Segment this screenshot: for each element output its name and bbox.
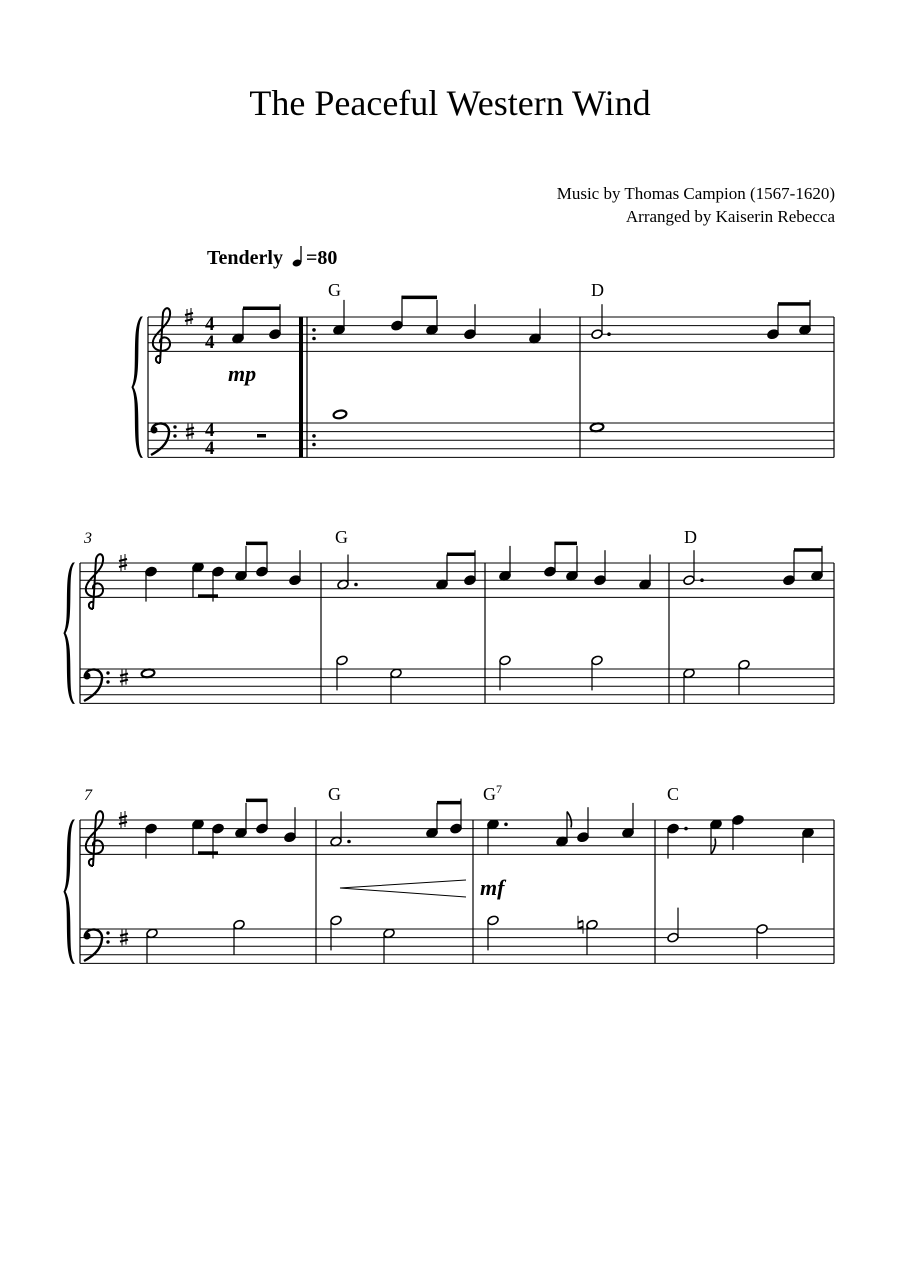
notehead xyxy=(269,329,281,340)
beam xyxy=(243,307,280,311)
bass-clef-icon xyxy=(106,671,109,674)
crescendo-hairpin xyxy=(340,880,466,897)
notehead xyxy=(141,668,155,678)
beam xyxy=(794,548,822,552)
notehead xyxy=(591,655,603,666)
notehead xyxy=(499,655,511,666)
notehead xyxy=(591,329,603,340)
sharp-stroke xyxy=(120,680,128,682)
beam xyxy=(246,542,267,546)
bass-clef-icon xyxy=(106,680,109,683)
chord-symbol: G xyxy=(328,784,341,804)
beam xyxy=(437,801,461,805)
notehead xyxy=(391,320,403,331)
augmentation-dot xyxy=(347,840,351,844)
notehead xyxy=(256,566,268,577)
dynamic-marking: mp xyxy=(228,361,257,386)
chord-symbol xyxy=(483,782,502,804)
augmentation-dot xyxy=(607,332,611,336)
notehead xyxy=(544,566,556,577)
composer-credit: Music by Thomas Campion (1567-1620) xyxy=(556,184,835,203)
beam xyxy=(198,851,218,855)
notehead xyxy=(336,655,348,666)
bass-clef-icon xyxy=(173,425,176,428)
tempo-bpm: =80 xyxy=(305,247,338,269)
score-title: The Peaceful Western Wind xyxy=(249,83,651,123)
sharp-stroke xyxy=(119,565,127,567)
notehead xyxy=(333,410,347,420)
sharp-stroke xyxy=(185,319,193,321)
sharp-stroke xyxy=(119,559,127,561)
tempo-text: Tenderly xyxy=(207,247,283,269)
brace xyxy=(64,820,74,963)
time-signature-bottom: 4 xyxy=(205,438,215,459)
beam xyxy=(402,296,437,300)
time-signature-bottom: 4 xyxy=(205,332,215,353)
notehead xyxy=(667,823,679,834)
sharp-stroke xyxy=(120,674,128,676)
measure-number: 7 xyxy=(84,787,92,804)
notehead xyxy=(145,566,157,577)
bass-clef-icon xyxy=(106,931,109,934)
notehead xyxy=(783,575,795,586)
notehead xyxy=(450,823,462,834)
repeat-dot xyxy=(312,443,316,447)
augmentation-dot xyxy=(354,583,358,587)
beam xyxy=(198,594,218,598)
brace xyxy=(64,563,74,703)
sharp-stroke xyxy=(119,816,127,818)
notehead xyxy=(577,832,589,843)
beam xyxy=(778,302,810,306)
notehead xyxy=(145,823,157,834)
staves xyxy=(64,308,834,963)
chord-symbol: D xyxy=(684,527,697,547)
notehead xyxy=(330,915,342,926)
notehead xyxy=(683,575,695,586)
chord-symbol: G xyxy=(328,280,341,300)
chord-symbol: G xyxy=(335,527,348,547)
notehead xyxy=(289,575,301,586)
bass-clef-icon xyxy=(106,940,109,943)
beam xyxy=(246,799,267,803)
notehead xyxy=(212,566,224,577)
time-signature-top: 4 xyxy=(205,314,215,335)
measure-number: 3 xyxy=(84,530,92,547)
treble-clef-icon xyxy=(153,308,170,363)
chord-root: G xyxy=(483,784,496,804)
notehead xyxy=(756,924,768,935)
sharp-stroke xyxy=(185,313,193,315)
natural-stroke xyxy=(578,927,583,929)
notehead xyxy=(212,823,224,834)
arranger-credit: Arranged by Kaiserin Rebecca xyxy=(625,207,835,226)
notehead xyxy=(256,823,268,834)
sharp-stroke xyxy=(120,940,128,942)
treble-clef-icon xyxy=(86,554,103,609)
natural-stroke xyxy=(578,921,583,923)
repeat-dot xyxy=(312,328,316,332)
bass-clef-icon xyxy=(173,434,176,437)
augmentation-dot xyxy=(504,823,508,827)
bass-clef-icon xyxy=(151,427,158,434)
notehead xyxy=(464,329,476,340)
notation-marks xyxy=(141,296,823,964)
brace xyxy=(132,317,142,457)
notehead xyxy=(732,815,744,826)
augmentation-dot xyxy=(700,578,704,582)
natural-icon xyxy=(578,916,583,934)
chord-superscript: 7 xyxy=(496,782,502,796)
chord-symbol: D xyxy=(591,280,604,300)
sharp-stroke xyxy=(186,428,194,430)
beam xyxy=(447,553,475,557)
bass-clef-icon xyxy=(84,933,91,940)
sharp-stroke xyxy=(186,434,194,436)
chord-symbol: C xyxy=(667,784,680,804)
bass-clef-icon xyxy=(84,673,91,680)
time-signature-top: 4 xyxy=(205,420,215,441)
treble-clef-icon xyxy=(86,811,103,866)
notehead xyxy=(487,915,499,926)
repeat-dot xyxy=(312,434,316,438)
beam xyxy=(555,542,577,546)
notehead xyxy=(590,422,604,432)
sharp-stroke xyxy=(120,934,128,936)
notehead xyxy=(594,575,606,586)
notehead xyxy=(767,329,779,340)
notehead xyxy=(284,832,296,843)
sharp-stroke xyxy=(119,822,127,824)
half-rest xyxy=(257,434,266,438)
repeat-dot xyxy=(312,337,316,341)
augmentation-dot xyxy=(684,827,688,831)
notehead xyxy=(464,575,476,586)
notehead xyxy=(667,932,679,943)
dynamic-marking: mf xyxy=(480,875,505,900)
